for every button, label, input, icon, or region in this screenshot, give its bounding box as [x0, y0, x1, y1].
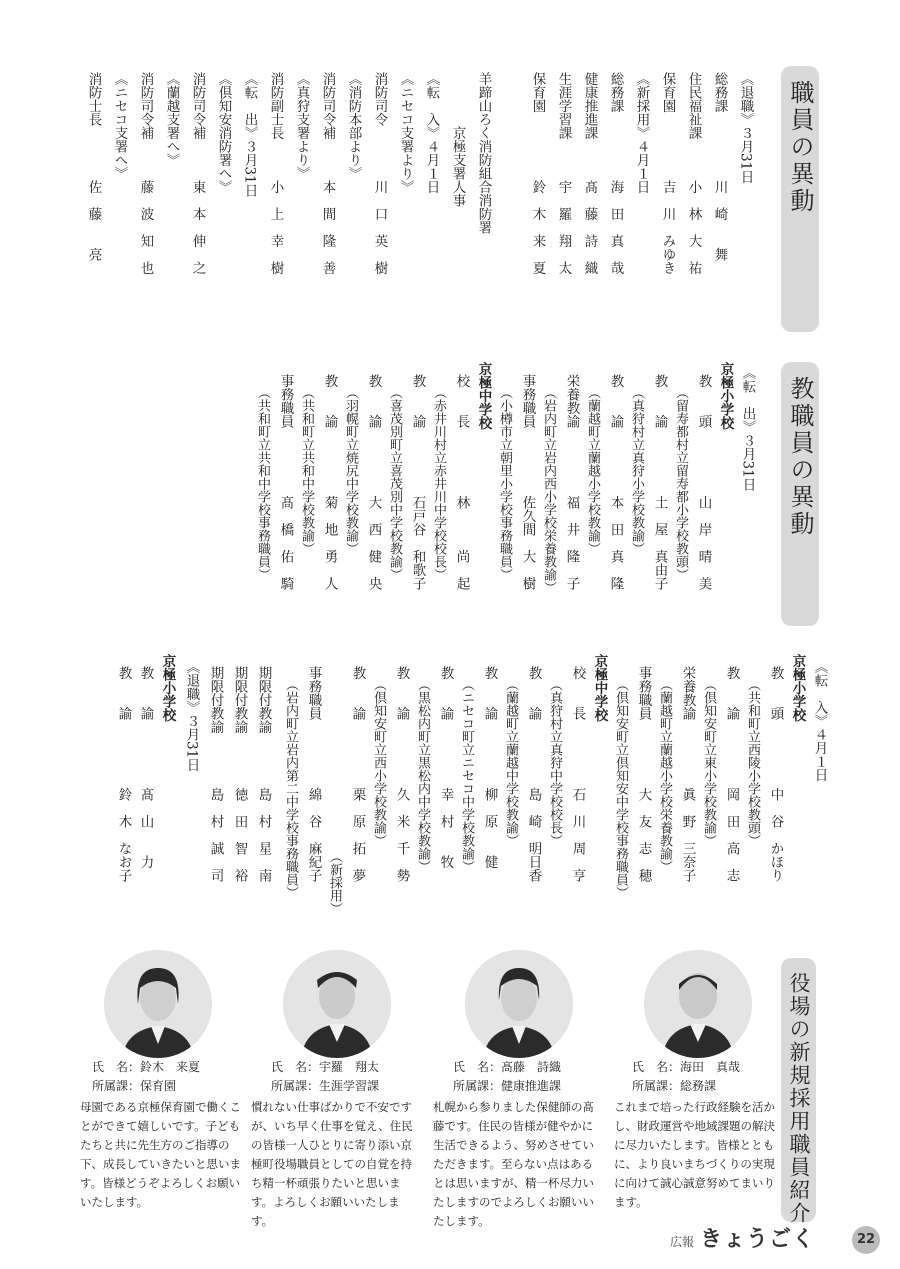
- profile-caption: [271, 1058, 379, 1095]
- teacher-col: （倶知安町立西小学校教諭）: [371, 678, 386, 847]
- section-title-teachers: 教職員の異動: [781, 362, 819, 626]
- teacher-col: 教 諭 久 米 千 勢: [393, 666, 410, 882]
- teacher-col: 校 長 石 川 周 亨: [569, 666, 586, 882]
- profile-caption: [632, 1058, 740, 1095]
- dept-label: 所属課：: [632, 1078, 681, 1093]
- teacher-col: （倶知安町立東小学校教諭）: [701, 678, 716, 847]
- staff-col: 京極支署人事: [449, 72, 466, 207]
- staff-col: 消防司令 川 口 英 樹: [371, 72, 388, 275]
- teacher-col: 校 長 林 尚 起: [453, 374, 470, 590]
- staff-col: 消防司令補 東 本 伸 之: [189, 72, 206, 275]
- staff-col: 保育園 吉 川 みゆき: [659, 72, 676, 275]
- staff-col: 《倶知安消防署へ》: [215, 72, 232, 194]
- staff-col: 《新採用》４月１日: [633, 72, 650, 194]
- teacher-col: （共和町立共和中学校教諭）: [299, 386, 314, 555]
- teacher-col: （黒松内町立黒松内中学校教諭）: [415, 678, 430, 873]
- teacher-col: （小樽市立朝里小学校事務職員）: [497, 386, 512, 581]
- staff-col: 《転 出》３月31日: [241, 72, 258, 198]
- staff-name: 鈴木 来夏: [140, 1060, 201, 1074]
- profile-caption: [453, 1058, 561, 1095]
- teacher-col: 事務職員 大 友 志 穂: [635, 666, 652, 882]
- staff-col: 《消防本部より》: [345, 72, 362, 180]
- staff-photo: [283, 950, 391, 1058]
- staff-col: 《ニセコ支署より》: [397, 72, 414, 194]
- teacher-col: 栄養教諭 眞 野 三奈子: [679, 666, 696, 882]
- staff-message: 母園である京極保育園で働くことができて嬉しいです。子どもたちと共に先生方のご指導の下、成長していきたいと思います。皆様どうぞよろしくお願いいたします。: [80, 1100, 241, 1209]
- teacher-col: （岩内町立岩内西小学校栄養教諭）: [541, 386, 556, 594]
- staff-message: これまで培った行政経験を活かし、財政運営や地域課題の解決に尽力いたします。皆様とともに、より良いまちづくりの実現に向けて誠心誠意努めてまいります。: [614, 1100, 775, 1209]
- teacher-col: 教 諭 大 西 健 央: [365, 374, 382, 590]
- staff-col: 健康推進課 髙 藤 詩 織: [581, 72, 598, 275]
- teacher-col: 教 諭 幸 村 牧: [437, 666, 454, 869]
- staff-col: 《ニセコ支署へ》: [111, 72, 128, 180]
- teacher-col: （羽幌町立焼尻中学校教諭）: [343, 386, 358, 555]
- teacher-col: 教 頭 山 岸 晴 美: [695, 374, 712, 590]
- name-label: 氏 名：: [92, 1060, 141, 1074]
- teacher-col: 教 諭 本 田 真 隆: [607, 374, 624, 590]
- teacher-col: 《転 出》３月31日: [739, 366, 756, 492]
- teacher-col: 教 頭 中 谷 かほり: [767, 666, 784, 882]
- teacher-col: 教 諭 土 屋 真由子: [651, 374, 668, 590]
- teacher-col: 事務職員 綿 谷 麻紀子: [305, 666, 322, 882]
- teacher-col: 《退職》３月31日: [183, 660, 200, 772]
- publication-brand: [670, 1222, 815, 1253]
- staff-col: 《蘭越支署へ》: [163, 72, 180, 167]
- dept-label: 所属課：: [271, 1078, 320, 1093]
- staff-dept: 生涯学習課: [319, 1078, 380, 1093]
- teacher-col: 期限付教諭 島 村 星 南: [255, 666, 272, 882]
- staff-col: 生涯学習課 宇 羅 翔 太: [555, 72, 572, 275]
- staff-col: 《退職》３月31日: [737, 72, 754, 184]
- staff-message: 札幌から参りました保健師の髙藤です。住民の皆様が健やかに生活できるよう、努めさせていただきます。至らない点はあるとは思いますが、精一杯尽力いたしますのでよろしくお願いいたします。: [433, 1100, 594, 1228]
- teacher-col: （真狩村立真狩中学校校長）: [547, 678, 562, 847]
- teacher-col: 教 諭 柳 原 健: [481, 666, 498, 869]
- teacher-col: 事務職員 髙 橋 佑 騎: [277, 374, 294, 590]
- teacher-col: （倶知安町立倶知安中学校事務職員）: [613, 678, 628, 899]
- page-number: 22: [852, 1226, 880, 1254]
- staff-col: 住民福祉課 小 林 大 祐: [685, 72, 702, 275]
- name-label: 氏 名：: [271, 1060, 320, 1074]
- staff-col: 消防司令補 藤 波 知 也: [137, 72, 154, 275]
- teacher-col: 教 諭 鈴 木 なお子: [115, 666, 132, 882]
- staff-col: 《真狩支署より》: [293, 72, 310, 180]
- staff-col: 消防士長 佐 藤 亮: [85, 72, 102, 261]
- name-label: 氏 名：: [453, 1060, 502, 1074]
- teacher-col: 教 諭 菊 地 勇 人: [321, 374, 338, 590]
- staff-col: 《転 入》４月１日: [423, 72, 440, 194]
- teacher-col: （蘭越町立蘭越小学校教諭）: [585, 386, 600, 555]
- teacher-col: 栄養教諭 福 井 隆 子: [563, 374, 580, 590]
- teacher-col: 期限付教諭 徳 田 智 裕: [231, 666, 248, 882]
- teacher-col: （赤井川村立赤井川中学校校長）: [431, 386, 446, 581]
- dept-label: 所属課：: [453, 1078, 502, 1093]
- staff-dept: 健康推進課: [501, 1078, 562, 1093]
- teacher-col: 京極中学校: [591, 654, 608, 722]
- teacher-col: 教 諭 石戸谷 和歌子: [409, 374, 426, 590]
- staff-photo: [104, 950, 212, 1058]
- section-title-new-hires: 役場の新規採用職員紹介: [781, 958, 816, 1222]
- teacher-col: （真狩村立真狩小学校教諭）: [629, 386, 644, 555]
- teacher-col: 《転 入》４月１日: [811, 660, 828, 782]
- section-title-staff: 職員の異動: [781, 66, 819, 332]
- teacher-col: （共和町立共和中学校事務職員）: [255, 386, 270, 581]
- dept-label: 所属課：: [92, 1078, 141, 1093]
- teacher-col: 京極小学校: [789, 654, 806, 722]
- teacher-col: 教 諭 髙 山 力: [137, 666, 154, 869]
- teacher-col: （共和町立西陵小学校教頭）: [745, 678, 760, 847]
- profile-caption: [92, 1058, 200, 1095]
- teacher-col: 期限付教諭 島 村 誠 司: [207, 666, 224, 882]
- staff-col: 消防副士長 小 上 幸 樹: [267, 72, 284, 275]
- staff-name: 宇羅 翔太: [319, 1060, 380, 1074]
- name-label: 氏 名：: [632, 1060, 681, 1074]
- teacher-col: （ニセコ町立ニセコ中学校教諭）: [459, 678, 474, 873]
- teacher-col: 教 諭 岡 田 高 志: [723, 666, 740, 882]
- staff-dept: 総務課: [680, 1078, 717, 1093]
- staff-photo: [465, 950, 573, 1058]
- staff-dept: 保育園: [140, 1078, 177, 1093]
- staff-col: 消防司令補 本 間 隆 善: [319, 72, 336, 275]
- teacher-col: 事務職員 佐久間 大 樹: [519, 374, 536, 590]
- staff-name: 海田 真哉: [680, 1060, 741, 1074]
- teacher-col: （留寿都村立留寿都小学校教頭）: [673, 386, 688, 581]
- teacher-col: 京極小学校: [159, 654, 176, 722]
- publication-label: 広報: [669, 1235, 694, 1249]
- teacher-col: 京極中学校: [475, 362, 492, 430]
- staff-photo: [644, 950, 752, 1058]
- teacher-col: 京極小学校: [717, 362, 734, 430]
- teacher-col: （岩内町立岩内第二中学校事務職員）: [283, 678, 298, 899]
- teacher-col: （新採用）: [327, 850, 342, 915]
- teacher-col: （蘭越町立蘭越中学校教諭）: [503, 678, 518, 847]
- staff-message: 慣れない仕事ばかりで不安ですが、いち早く仕事を覚え、住民の皆様一人ひとりに寄り添い京極町役場職員としての自覚を持ち精一杯頑張りたいと思います。よろしくお願いいたします。: [251, 1100, 413, 1228]
- staff-col: 総務課 川 崎 舞: [711, 72, 728, 261]
- staff-name: 髙藤 詩織: [501, 1060, 562, 1074]
- publication-name: きょうごく: [699, 1227, 815, 1252]
- teacher-col: 教 諭 島 崎 明日香: [525, 666, 542, 882]
- teacher-col: 教 諭 栗 原 拓 夢: [349, 666, 366, 882]
- teacher-col: （蘭越町立蘭越小学校栄養教諭）: [657, 678, 672, 873]
- staff-col: 羊蹄山ろく消防組合消防署: [475, 72, 492, 234]
- teacher-col: （喜茂別町立喜茂別中学校教諭）: [387, 386, 402, 581]
- staff-col: 保育園 鈴 木 来 夏: [529, 72, 546, 275]
- staff-col: 総務課 海 田 真 哉: [607, 72, 624, 275]
